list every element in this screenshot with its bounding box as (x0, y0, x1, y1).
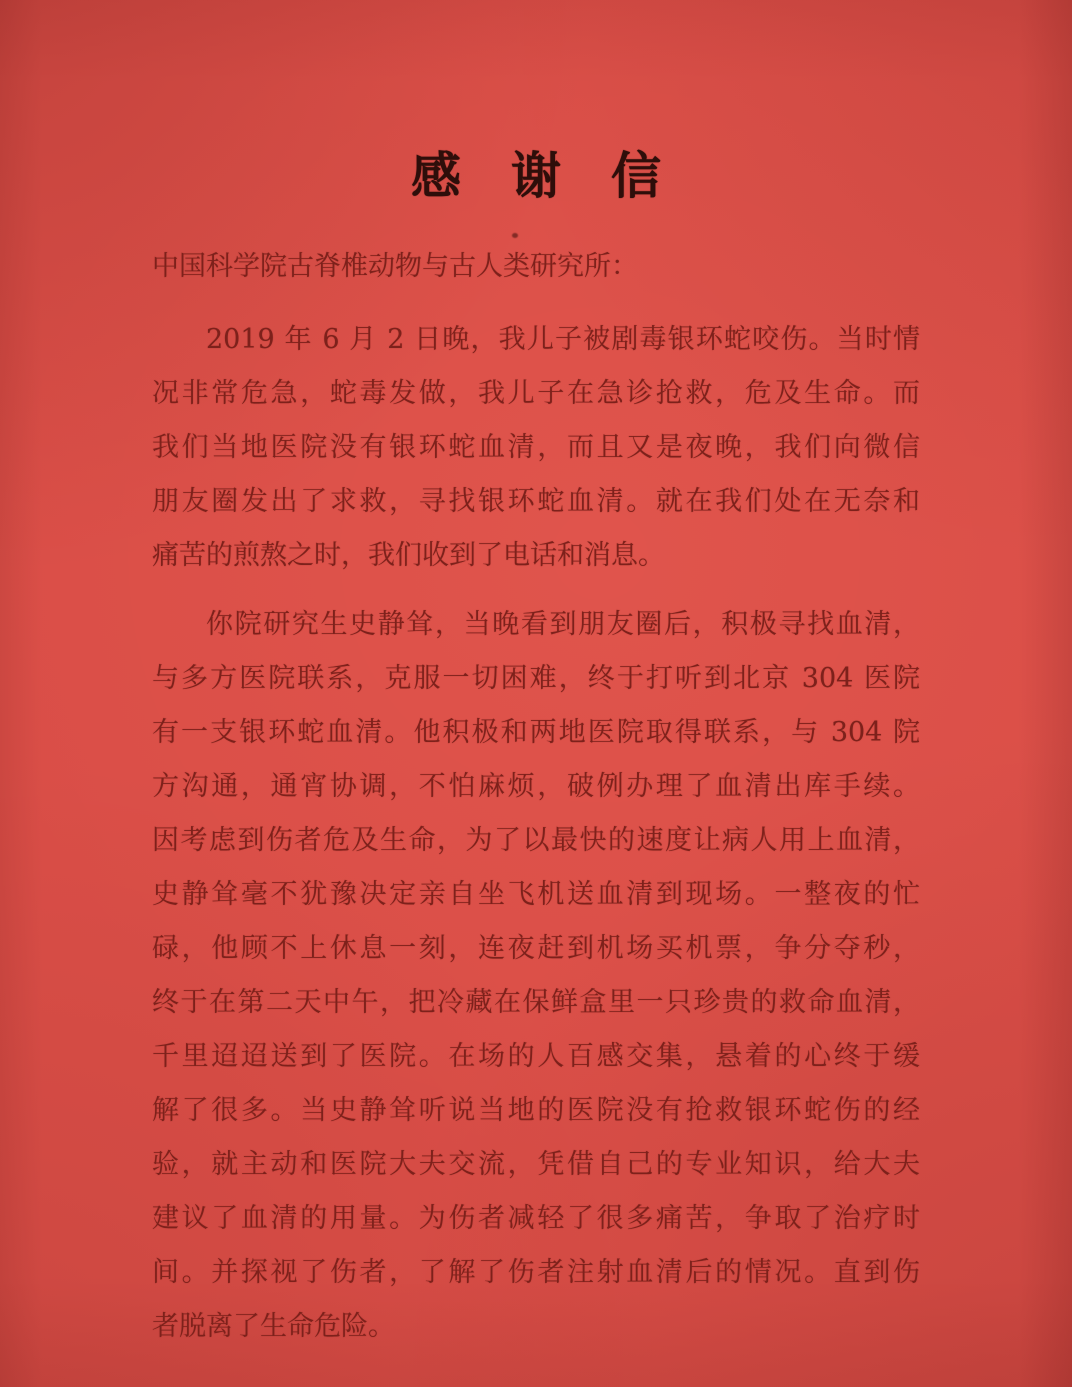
letter-line: 者脱离了生命危险。 (152, 1311, 395, 1342)
letter-line: 2019 年 6 月 2 日晚，我儿子被剧毒银环蛇咬伤。当时情 (206, 324, 920, 355)
letter-line: 与多方医院联系，克服一切困难，终于打听到北京 304 医院 (152, 663, 920, 694)
letter-line: 朋友圈发出了求救，寻找银环蛇血清。就在我们处在无奈和 (152, 486, 920, 517)
thank-you-letter (152, 0, 920, 1354)
letter-line: 我们当地医院没有银环蛇血清，而且又是夜晚，我们向微信 (152, 432, 920, 463)
letter-salutation: 中国科学院古脊椎动物与古人类研究所： (152, 251, 638, 282)
letter-line: 有一支银环蛇血清。他积极和两地医院取得联系，与 304 院 (152, 717, 920, 748)
letter-line: 解了很多。当史静耸听说当地的医院没有抢救银环蛇伤的经 (152, 1095, 920, 1126)
letter-line: 间。并探视了伤者，了解了伤者注射血清后的情况。直到伤 (152, 1257, 920, 1288)
letter-line: 千里迢迢送到了医院。在场的人百感交集，悬着的心终于缓 (152, 1041, 920, 1072)
letter-paragraph-2 (152, 598, 920, 1354)
letter-line: 况非常危急，蛇毒发做，我儿子在急诊抢救，危及生命。而 (152, 378, 920, 409)
letter-line: 你院研究生史静耸，当晚看到朋友圈后，积极寻找血清， (206, 609, 920, 640)
letter-line: 验，就主动和医院大夫交流，凭借自己的专业知识，给大夫 (152, 1149, 920, 1180)
letter-line: 痛苦的煎熬之时，我们收到了电话和消息。 (152, 540, 665, 571)
letter-line: 方沟通，通宵协调，不怕麻烦，破例办理了血清出库手续。 (152, 771, 920, 802)
letter-line: 建议了血清的用量。为伤者减轻了很多痛苦，争取了治疗时 (152, 1203, 920, 1234)
letter-line: 史静耸毫不犹豫决定亲自坐飞机送血清到现场。一整夜的忙 (152, 879, 920, 910)
letter-line: 终于在第二天中午，把冷藏在保鲜盒里一只珍贵的救命血清， (152, 987, 920, 1018)
letter-line: 碌，他顾不上休息一刻，连夜赶到机场买机票，争分夺秒， (152, 933, 920, 964)
letter-title: 感 谢 信 (411, 146, 661, 205)
letter-paragraph-1 (152, 313, 920, 583)
letter-line: 因考虑到伤者危及生命，为了以最快的速度让病人用上血清， (152, 825, 920, 856)
